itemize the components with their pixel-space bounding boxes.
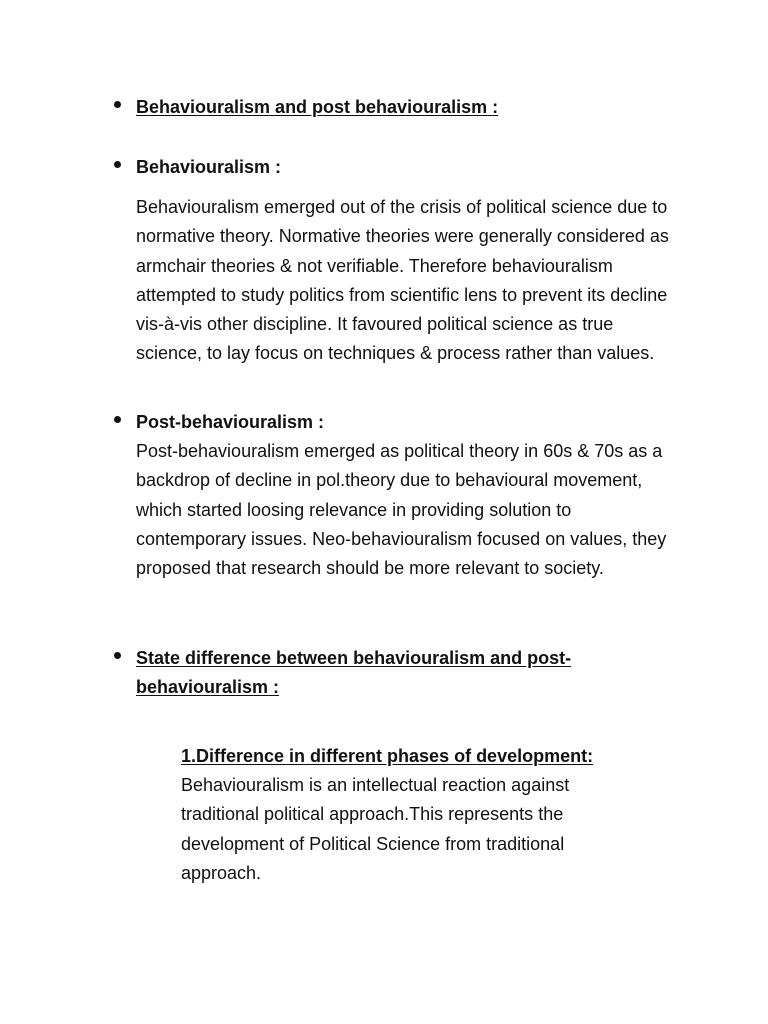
bullet-dot bbox=[114, 416, 121, 423]
subsection-paragraph: Behaviouralism is an intellectual reaction against traditional political approach.This represents the development of Political Science from traditional approach. bbox=[181, 775, 570, 883]
behaviouralism-heading: Behaviouralism : bbox=[136, 157, 282, 177]
subsection-phases bbox=[181, 742, 661, 888]
difference-heading: State difference between behaviouralism and post-behaviouralism : bbox=[136, 648, 572, 697]
bullet-item-behaviouralism bbox=[136, 153, 696, 369]
subsection-heading: 1.Difference in different phases of development: bbox=[181, 746, 594, 766]
bullet-item-post-behaviouralism bbox=[136, 408, 696, 583]
bullet-dot bbox=[114, 652, 121, 659]
bullet-item-main-title bbox=[136, 93, 696, 122]
post-behaviouralism-heading: Post-behaviouralism : bbox=[136, 412, 325, 432]
bullet-dot bbox=[114, 101, 121, 108]
behaviouralism-paragraph: Behaviouralism emerged out of the crisis of political science due to normative theory. Normative theories were generally considered as armchair theories & not verifiable. Therefore behaviouralism attempted to study politics from scientific lens to prevent its decline vis-à-vis other discipline. It favoured political science as true science, to lay focus on techniques & process rather than values. bbox=[136, 197, 669, 364]
main-title-heading: Behaviouralism and post behaviouralism : bbox=[136, 97, 499, 117]
post-behaviouralism-paragraph: Post-behaviouralism emerged as political theory in 60s & 70s as a backdrop of decline in pol.theory due to behavioural movement, which started loosing relevance in providing solution to contemporary issues. Neo-behaviouralism focused on values, they proposed that research should be more relevant to society. bbox=[136, 441, 667, 579]
bullet-dot bbox=[114, 161, 121, 168]
bullet-item-difference bbox=[136, 644, 616, 702]
